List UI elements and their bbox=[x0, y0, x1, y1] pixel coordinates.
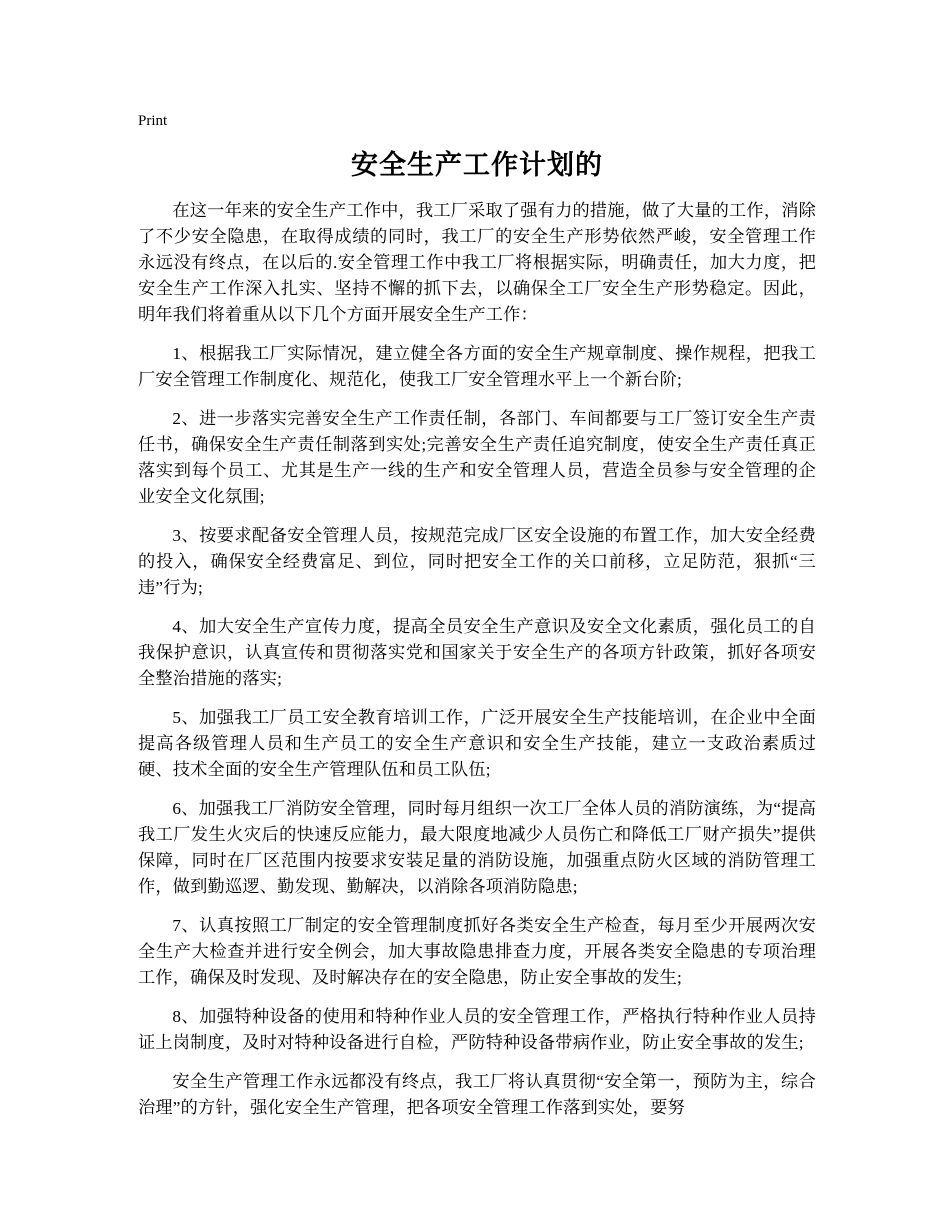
paragraph: 2、进一步落实完善安全生产工作责任制，各部门、车间都要与工厂签订安全生产责任书，确保安全生产责任制落到实处;完善安全生产责任追究制度，使安全生产责任真正落实到每个员工、尤其是生产一线的生产和安全管理人员，营造全员参与安全管理的企业安全文化氛围; bbox=[138, 409, 816, 506]
print-link[interactable]: Print bbox=[138, 113, 168, 129]
page-title: 安全生产工作计划的 bbox=[351, 150, 603, 180]
paragraph: 4、加大安全生产宣传力度，提高全员安全生产意识及安全文化素质，强化员工的自我保护意识，认真宣传和贯彻落实党和国家关于安全生产的各项方针政策，抓好各项安全整治措施的落实; bbox=[138, 617, 816, 688]
paragraph: 8、加强特种设备的使用和特种作业人员的安全管理工作，严格执行特种作业人员持证上岗制度，及时对特种设备进行自检，严防特种设备带病作业，防止安全事故的发生; bbox=[138, 1007, 816, 1052]
paragraph: 5、加强我工厂员工安全教育培训工作，广泛开展安全生产技能培训，在企业中全面提高各级管理人员和生产员工的安全生产意识和安全生产技能，建立一支政治素质过硬、技术全面的安全生产管理队伍和员工队伍; bbox=[138, 708, 816, 779]
paragraph: 6、加强我工厂消防安全管理，同时每月组织一次工厂全体人员的消防演练，为“提高我工厂发生火灾后的快速反应能力，最大限度地减少人员伤亡和降低工厂财产损失”提供保障，同时在厂区范围内按要求安装足量的消防设施，加强重点防火区域的消防管理工作，做到勤巡逻、勤发现、勤解决，以消除各项消防隐患; bbox=[138, 799, 816, 896]
paragraph: 7、认真按照工厂制定的安全管理制度抓好各类安全生产检查，每月至少开展两次安全生产大检查并进行安全例会，加大事故隐患排查力度，开展各类安全隐患的专项治理工作，确保及时发现、及时解决存在的安全隐患，防止安全事故的发生; bbox=[138, 916, 816, 987]
paragraph: 在这一年来的安全生产工作中，我工厂采取了强有力的措施，做了大量的工作，消除了不少安全隐患，在取得成绩的同时，我工厂的安全生产形势依然严峻，安全管理工作永远没有终点，在以后的.安全管理工作中我工厂将根据实际，明确责任，加大力度，把安全生产工作深入扎实、坚持不懈的抓下去，以确保全工厂安全生产形势稳定。因此，明年我们将着重从以下几个方面开展安全生产工作： bbox=[138, 201, 816, 324]
paragraph: 安全生产管理工作永远都没有终点，我工厂将认真贯彻“安全第一，预防为主，综合治理”的方针，强化安全生产管理，把各项安全管理工作落到实处，要努 bbox=[138, 1072, 816, 1117]
document-body bbox=[138, 148, 816, 1121]
paragraph: 3、按要求配备安全管理人员，按规范完成厂区安全设施的布置工作，加大安全经费的投入，确保安全经费富足、到位，同时把安全工作的关口前移，立足防范，狠抓“三违”行为; bbox=[138, 526, 816, 597]
paragraph: 1、根据我工厂实际情况，建立健全各方面的安全生产规章制度、操作规程，把我工厂安全管理工作制度化、规范化，使我工厂安全管理水平上一个新台阶; bbox=[138, 344, 816, 389]
